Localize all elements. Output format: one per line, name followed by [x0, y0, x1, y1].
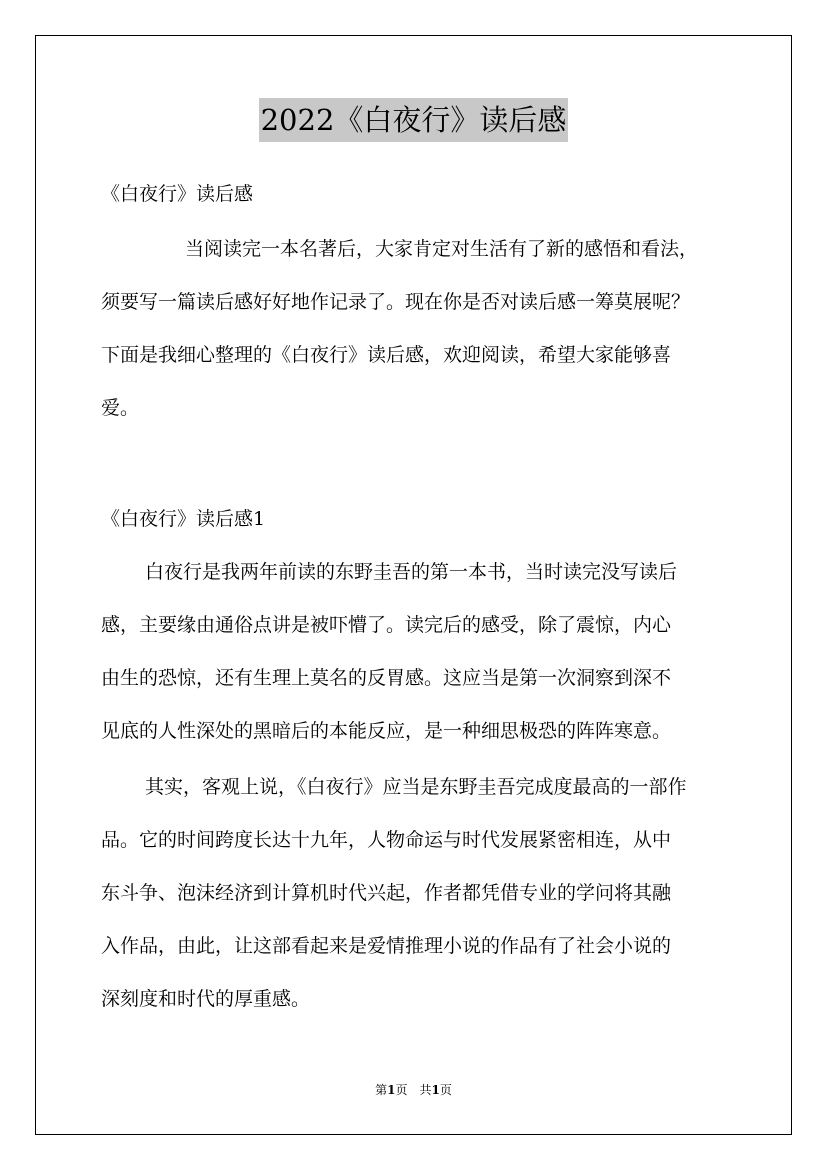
document-title: 2022《白夜行》读后感 — [259, 98, 569, 142]
paragraph-line: 其实，客观上说，《白夜行》应当是东野圭吾完成度最高的一部作 — [145, 776, 687, 798]
paragraph-line: 深刻度和时代的厚重感。 — [101, 988, 311, 1010]
paragraph-line: 白夜行是我两年前读的东野圭吾的第一本书，当时读完没写读后 — [145, 561, 678, 583]
intro-line: 爱。 — [101, 397, 140, 419]
footer-mid: 页 共 — [395, 1083, 432, 1097]
paragraph-line: 入作品，由此，让这部看起来是爱情推理小说的作品有了社会小说的 — [101, 935, 672, 957]
footer-suffix: 页 — [439, 1083, 452, 1097]
section-heading: 《白夜行》读后感1 — [101, 508, 266, 530]
footer-page-total: 1 — [431, 1083, 440, 1097]
intro-line: 下面是我细心整理的《白夜行》读后感，欢迎阅读，希望大家能够喜 — [101, 344, 672, 366]
paragraph-line: 品。它的时间跨度长达十九年，人物命运与时代发展紧密相连，从中 — [101, 829, 672, 851]
title-wrap — [0, 98, 827, 142]
footer-page-number: 1 — [387, 1083, 396, 1097]
footer-prefix: 第 — [375, 1083, 388, 1097]
page-footer — [0, 1081, 827, 1099]
paragraph-line: 东斗争、泡沫经济到计算机时代兴起，作者都凭借专业的学问将其融 — [101, 882, 672, 904]
paragraph-line: 由生的恐惊，还有生理上莫名的反胃感。这应当是第一次洞察到深不 — [101, 667, 672, 689]
paragraph-line: 见底的人性深处的黑暗后的本能反应，是一种细思极恐的阵阵寒意。 — [101, 720, 672, 742]
paragraph-line: 感，主要缘由通俗点讲是被吓懵了。读完后的感受，除了震惊，内心 — [101, 614, 672, 636]
subtitle: 《白夜行》读后感 — [101, 183, 254, 205]
intro-line: 须要写一篇读后感好好地作记录了。现在你是否对读后感一筹莫展呢？ — [101, 291, 691, 313]
intro-line: 当阅读完一本名著后，大家肯定对生活有了新的感悟和看法， — [185, 238, 699, 260]
